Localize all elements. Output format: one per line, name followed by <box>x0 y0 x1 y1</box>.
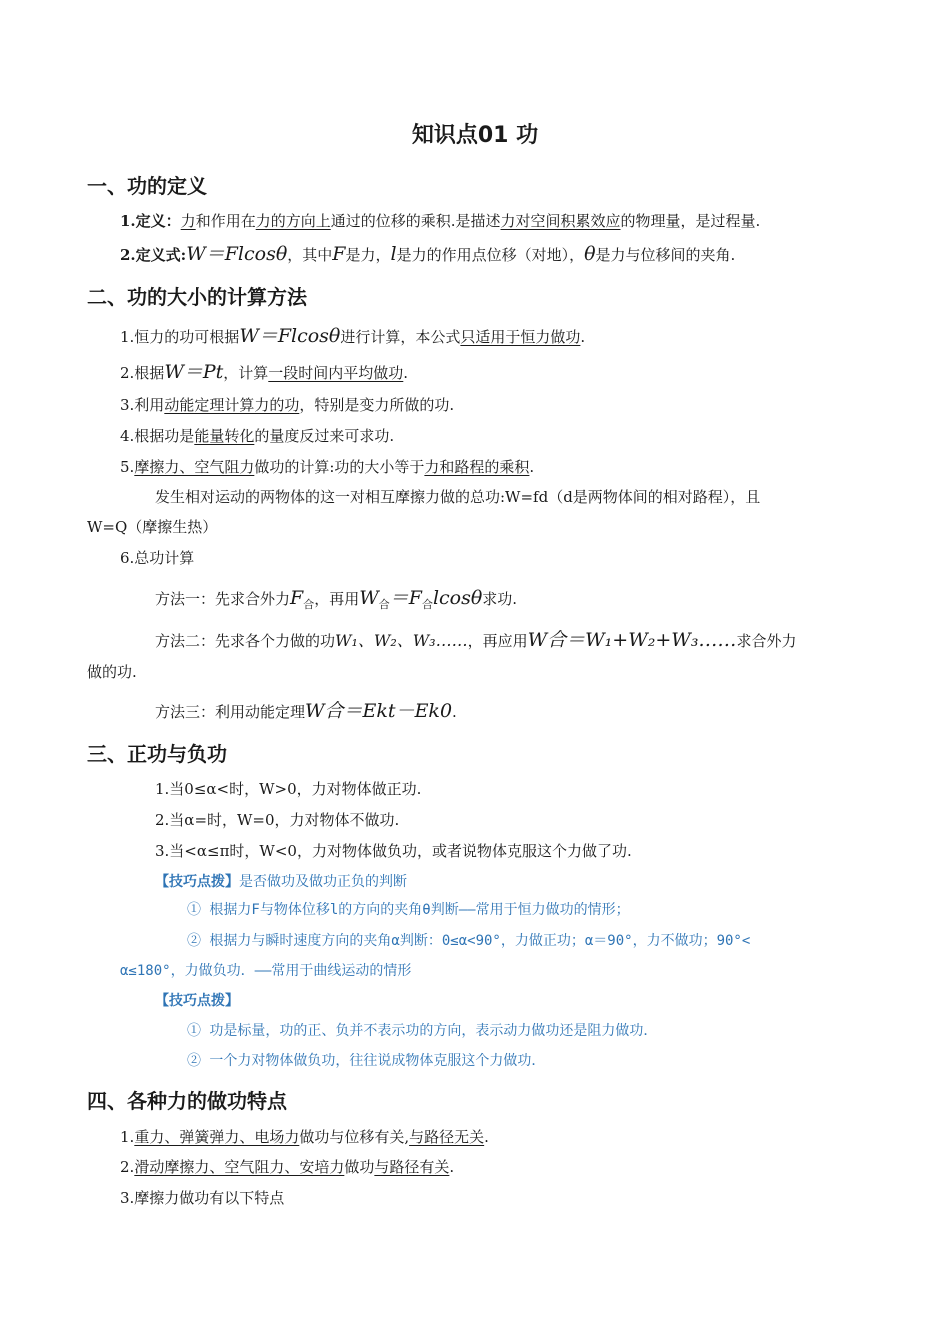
text: . <box>484 1128 489 1146</box>
zero-work-line: 2.当α=时，W=0，力对物体不做功. <box>155 811 400 829</box>
symbol-theta: θ <box>584 243 596 265</box>
text: ，再应用 <box>467 632 528 650</box>
text: 做功与位移有关, <box>299 1128 410 1146</box>
text: . <box>449 1158 455 1176</box>
text: 做功 <box>344 1158 375 1176</box>
power-formula: W＝Pt <box>164 361 224 383</box>
text-underlined: 重力、弹簧弹力、电场力 <box>134 1128 300 1146</box>
text: . <box>452 703 457 721</box>
symbol-l: l <box>390 243 397 265</box>
symbol-F: F <box>332 243 346 265</box>
text: 1.恒力的功可根据 <box>120 328 240 346</box>
text-underlined: 与路径有关 <box>374 1158 450 1176</box>
tip-2-item-a: ① 功是标量，功的正、负并不表示功的方向，表示动力做功还是阻力做功． <box>187 1023 658 1039</box>
text: 方法一：先求合外力 <box>155 590 291 608</box>
tip-1-item-b: ② 根据力与瞬时速度方向的夹角α判断：0≤α<90°，力做正功；α＝90°，力不做功；90°< <box>187 933 751 949</box>
text: 的物理量，是过程量. <box>620 212 761 230</box>
text: 4.根据功是 <box>120 427 195 445</box>
text: 的量度反过来可求功. <box>254 427 395 445</box>
method-item-6: 6.总功计算 <box>120 549 195 567</box>
text: 3.利用 <box>120 396 165 414</box>
force-work-item-3: 3.摩擦力做功有以下特点 <box>120 1189 285 1207</box>
method-item-5 <box>120 457 534 477</box>
tip-text: 是否做功及做功正负的判断 <box>239 874 407 890</box>
text: ，其中 <box>287 246 333 264</box>
text: . <box>403 364 409 382</box>
text-underlined: 力 <box>180 212 196 230</box>
formula-part: lcosθ <box>432 587 483 609</box>
text-underlined: 摩擦力、空气阻力 <box>134 458 255 476</box>
positive-work-line: 1.当0≤α<时，W>0，力对物体做正功. <box>155 780 422 798</box>
total-work-formula: W合＝W₁+W₂+W₃…… <box>527 629 737 651</box>
page-title: 知识点01 功 <box>411 123 539 148</box>
text: 是力的作用点位移（对地）， <box>396 246 585 264</box>
text: 1. <box>120 1128 135 1146</box>
text-underlined: 滑动摩擦力、空气阻力、安培力 <box>134 1158 345 1176</box>
method-item-4 <box>120 426 394 446</box>
method-item-1 <box>120 326 585 347</box>
formula-part: ＝F <box>389 587 422 609</box>
text: 2. <box>120 1158 135 1176</box>
section-heading-3: 三、正功与负功 <box>87 742 227 766</box>
text: 5. <box>120 458 135 476</box>
definition-label: 1.定义： <box>120 212 181 230</box>
text-underlined: 动能定理计算力的功 <box>164 396 300 414</box>
section-heading-1: 一、功的定义 <box>87 174 207 198</box>
text: 2.根据 <box>120 364 165 382</box>
method-item-2 <box>120 362 408 383</box>
text: 进行计算，本公式 <box>340 328 461 346</box>
section-heading-4: 四、各种力的做功特点 <box>87 1089 287 1113</box>
text: 是力， <box>345 246 391 264</box>
formula-label: 2.定义式: <box>120 246 187 264</box>
method-one-line <box>155 588 517 615</box>
method-three-line <box>155 701 457 722</box>
text-underlined: 只适用于恒力做功 <box>460 328 581 346</box>
kinetic-energy-formula: W合＝Ekt－Ek0 <box>305 700 453 722</box>
text: 方法三：利用动能定理 <box>155 703 306 721</box>
negative-work-line: 3.当<α≤π时，W<0，力对物体做负功，或者说物体克服这个力做了功. <box>155 842 632 860</box>
text: 求合外力 <box>736 632 797 650</box>
symbol-F: F <box>290 587 304 609</box>
text: 和作用在 <box>195 212 256 230</box>
work-list: W₁、W₂、W₃…… <box>335 631 468 650</box>
force-work-item-2 <box>120 1157 454 1177</box>
text-underlined: 一段时间内平均做功 <box>268 364 404 382</box>
tip-2-item-b: ② 一个力对物体做负功，往往说成物体克服这个力做功． <box>187 1053 546 1069</box>
text: ，计算 <box>223 364 269 382</box>
formula-line <box>120 244 735 265</box>
text: ，特别是变力所做的功. <box>299 396 455 414</box>
text: . <box>580 328 586 346</box>
work-formula: W＝Flcosθ <box>239 325 341 347</box>
text-underlined: 力对空间积累效应 <box>500 212 621 230</box>
text: 是力与位移间的夹角. <box>595 246 736 264</box>
definition-line <box>120 211 760 231</box>
text-underlined: 力和路程的乘积 <box>424 458 530 476</box>
text: 做功的计算:功的大小等于 <box>254 458 425 476</box>
text-underlined: 与路径无关 <box>409 1128 485 1146</box>
text: 通过的位移的乘积.是描述 <box>330 212 501 230</box>
text: . <box>529 458 535 476</box>
text-underlined: 能量转化 <box>194 427 255 445</box>
tip-box-2-title: 【技巧点拨】 <box>155 993 239 1009</box>
tip-1-item-a: ① 根据力F与物体位移l的方向的夹角θ判断——常用于恒力做功的情形； <box>187 902 630 918</box>
method-two-line-2: 做的功. <box>87 663 137 681</box>
text-underlined: 力的方向上 <box>255 212 331 230</box>
subscript-he: 合 <box>421 598 433 611</box>
section-heading-2: 二、功的大小的计算方法 <box>87 285 307 309</box>
force-work-item-1 <box>120 1127 489 1147</box>
text: 求功. <box>482 590 518 608</box>
text: 方法二：先求各个力做的功 <box>155 632 336 650</box>
tip-label: 【技巧点拨】 <box>155 874 239 890</box>
subscript-he: 合 <box>378 598 390 611</box>
symbol-W: W <box>359 587 379 609</box>
tip-box-1-title <box>155 871 407 892</box>
text: ，再用 <box>314 590 360 608</box>
friction-paragraph-line-2: W=Q（摩擦生热） <box>87 518 218 536</box>
friction-paragraph-line-1: 发生相对运动的两物体的这一对相互摩擦力做的总功:W=fd（d是两物体间的相对路程），且 <box>155 488 761 506</box>
work-formula: W＝Flcosθ <box>186 243 288 265</box>
method-item-3 <box>120 395 454 415</box>
method-two-line-1 <box>155 630 796 651</box>
tip-1-item-b-cont: α≤180°，力做负功．——常用于曲线运动的情形 <box>120 963 412 979</box>
subscript-he: 合 <box>303 598 315 611</box>
